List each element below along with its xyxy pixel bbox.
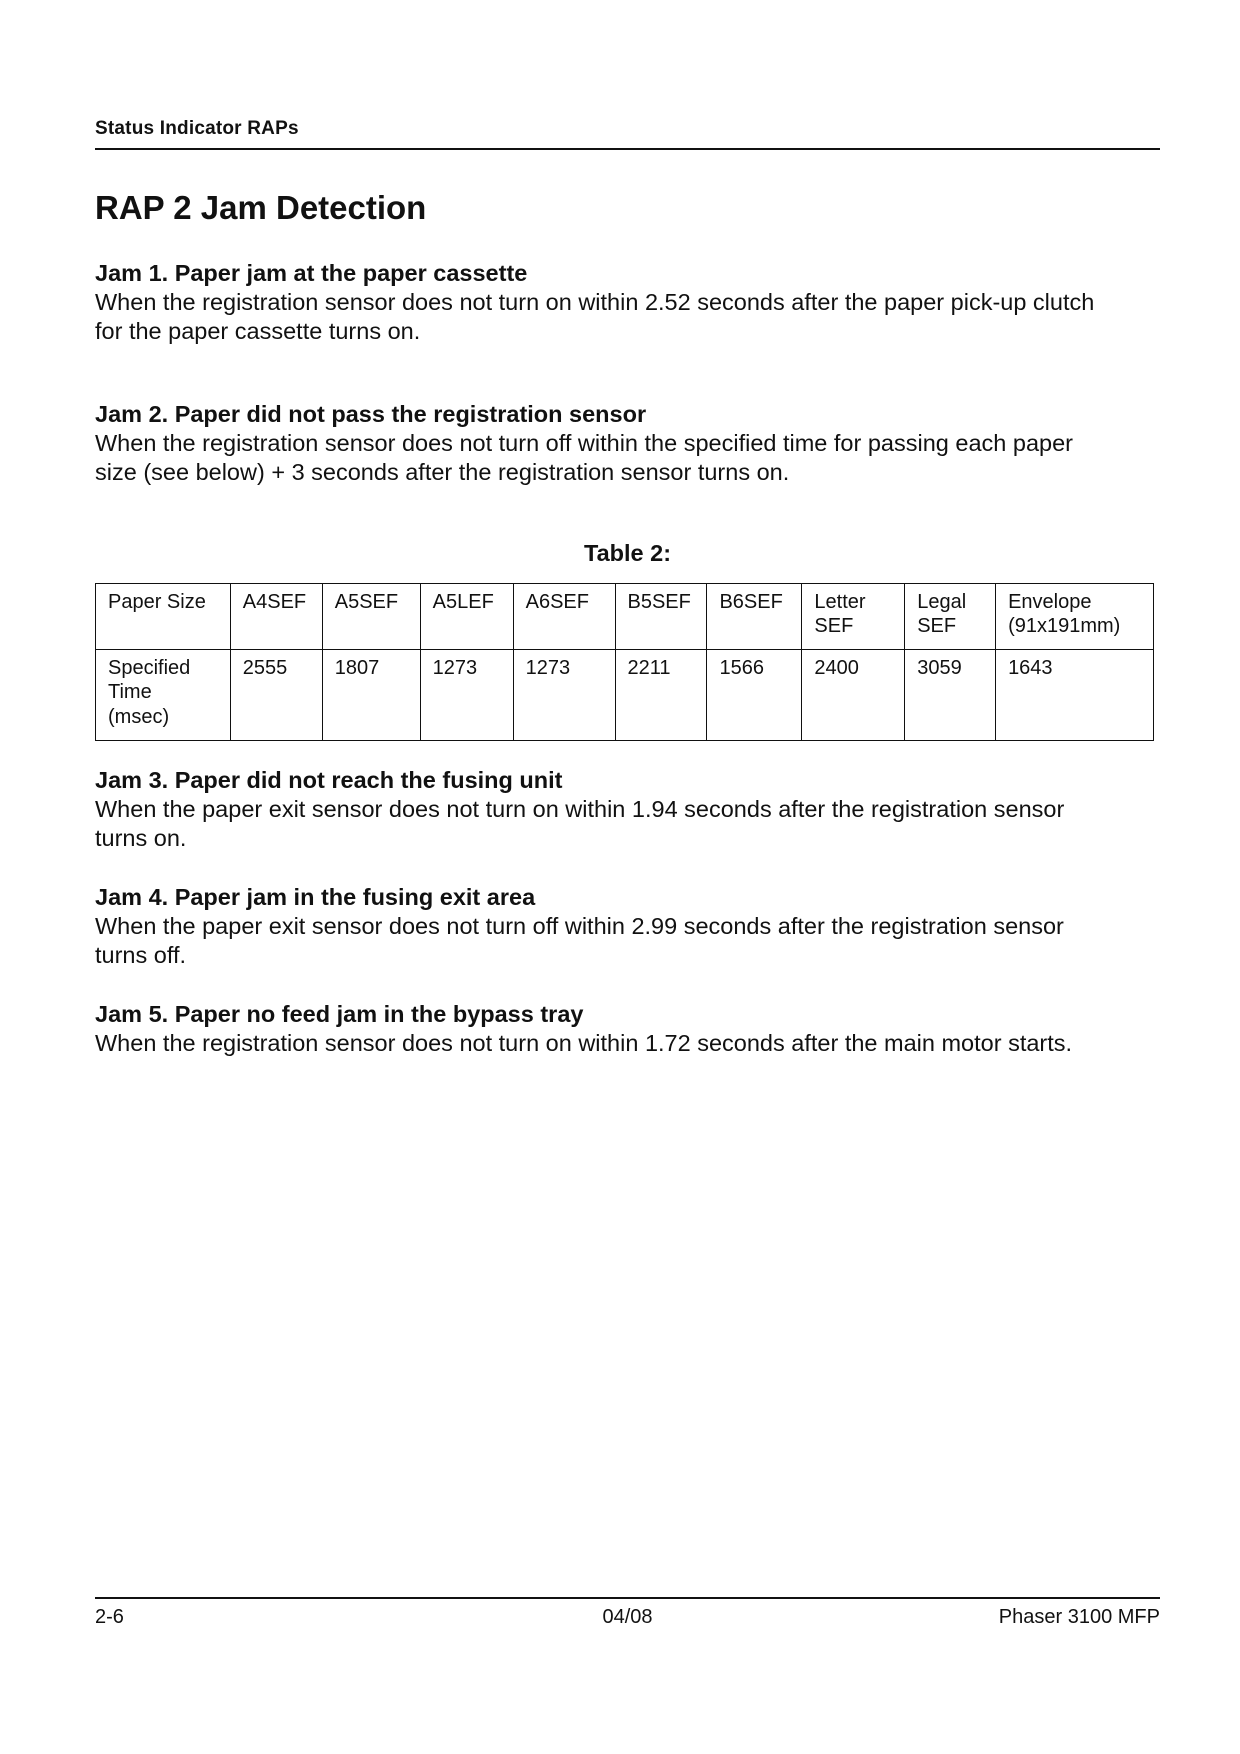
- jam-2-text-line-2: size (see below) + 3 seconds after the registration sensor turns on.: [95, 459, 790, 486]
- table-value-cell: [96, 649, 231, 740]
- running-header: Status Indicator RAPs: [95, 118, 299, 139]
- table-value-cell: [615, 649, 707, 740]
- table-header-row: [96, 583, 1154, 649]
- spacer: [95, 347, 1160, 399]
- table-header-cell-line: Paper Size: [108, 590, 206, 613]
- table-value-cell: [420, 649, 513, 740]
- table-header-cell: [96, 583, 231, 649]
- table-header-cell-line: A4SEF: [242, 590, 307, 613]
- jam-1-section: [95, 258, 1160, 347]
- table-header-cell-line: A5SEF: [334, 590, 399, 613]
- jam-3-heading: Jam 3. Paper did not reach the fusing unit: [95, 766, 563, 793]
- jam-3-section: [95, 765, 1160, 854]
- table-value-cell-line: 1566: [719, 656, 764, 679]
- table-header-cell: [230, 583, 322, 649]
- table-value-cell-line: Time: [108, 681, 152, 704]
- table-header-cell-line: A5LEF: [432, 590, 494, 613]
- table-title: Table 2:: [583, 539, 672, 566]
- table-header-cell-line: SEF: [814, 615, 854, 638]
- table-value-cell-line: 1807: [334, 656, 380, 679]
- footer-rule: [95, 1597, 1160, 1599]
- table-value-cell: [230, 649, 322, 740]
- page-number: 2-6: [95, 1606, 124, 1628]
- table-header-cell-line: (91x191mm): [1008, 615, 1121, 638]
- table-value-cell-line: 2400: [814, 656, 859, 679]
- product-name: Phaser 3100 MFP: [998, 1606, 1160, 1628]
- table-header-cell-line: Letter: [814, 590, 866, 613]
- table-value-cell-line: 1273: [432, 656, 478, 679]
- spacer: [95, 488, 1160, 540]
- jam-2-text-line-1: When the registration sensor does not turn off within the specified time for passing each paper: [95, 429, 1073, 456]
- table-value-cell-line: 1643: [1008, 656, 1053, 679]
- table-value-cell-line: (msec): [108, 705, 170, 728]
- table-value-cell: [802, 649, 905, 740]
- table-value-cell: [707, 649, 802, 740]
- table-value-cell: [996, 649, 1154, 740]
- table-value-row: [96, 649, 1154, 740]
- table-header-cell-line: A6SEF: [525, 590, 589, 613]
- jam-1-heading: Jam 1. Paper jam at the paper cassette: [95, 259, 528, 286]
- jam-3-text-line-2: turns on.: [95, 825, 187, 852]
- table-header-cell: [420, 583, 513, 649]
- jam-4-text-line-1: When the paper exit sensor does not turn off within 2.99 seconds after the registration sensor: [95, 912, 1064, 939]
- table-header-cell: [905, 583, 996, 649]
- table-value-cell: [905, 649, 996, 740]
- table-header-cell: [513, 583, 615, 649]
- table-value-cell-line: 2211: [627, 656, 671, 679]
- table-header-cell: [707, 583, 802, 649]
- page-title: RAP 2 Jam Detection: [95, 189, 427, 226]
- jam-2-section: [95, 399, 1160, 488]
- jam-5-heading: Jam 5. Paper no feed jam in the bypass tray: [95, 1000, 584, 1027]
- table-header-cell: [615, 583, 707, 649]
- table-header-cell-line: B5SEF: [627, 590, 691, 613]
- jam-4-heading: Jam 4. Paper jam in the fusing exit area: [95, 883, 536, 910]
- page-content: [95, 188, 1160, 1058]
- table-header-cell: [802, 583, 905, 649]
- table-value-cell-line: Specified: [108, 656, 191, 679]
- spacer: [95, 971, 1160, 999]
- table-header-cell-line: Legal: [917, 590, 967, 613]
- table-header-cell-line: SEF: [917, 615, 957, 638]
- jam-3-text-line-1: When the paper exit sensor does not turn on within 1.94 seconds after the registration sensor: [95, 795, 1065, 822]
- jam-4-text-line-2: turns off.: [95, 942, 187, 969]
- paper-size-timing-table: [95, 583, 1154, 741]
- table-value-cell-line: 1273: [525, 656, 571, 679]
- table-header-cell: [322, 583, 420, 649]
- table-value-cell: [322, 649, 420, 740]
- jam-5-text-line-1: When the registration sensor does not turn on within 1.72 seconds after the main motor starts.: [95, 1029, 1073, 1056]
- jam-2-heading: Jam 2. Paper did not pass the registration sensor: [95, 400, 647, 427]
- table-value-cell: [513, 649, 615, 740]
- jam-1-text-line-1: When the registration sensor does not turn on within 2.52 seconds after the paper pick-up clutch: [95, 288, 1095, 315]
- revision-date: 04/08: [602, 1606, 653, 1628]
- table-header-cell-line: B6SEF: [719, 590, 783, 613]
- spacer: [95, 741, 1160, 765]
- table-value-cell-line: 2555: [242, 656, 288, 679]
- jam-4-section: [95, 882, 1160, 971]
- table-header-cell: [996, 583, 1154, 649]
- header-rule: [95, 148, 1160, 150]
- table-value-cell-line: 3059: [917, 656, 962, 679]
- jam-5-section: [95, 999, 1160, 1059]
- jam-1-text-line-2: for the paper cassette turns on.: [95, 318, 421, 345]
- spacer: [95, 854, 1160, 882]
- table-header-cell-line: Envelope: [1008, 590, 1092, 613]
